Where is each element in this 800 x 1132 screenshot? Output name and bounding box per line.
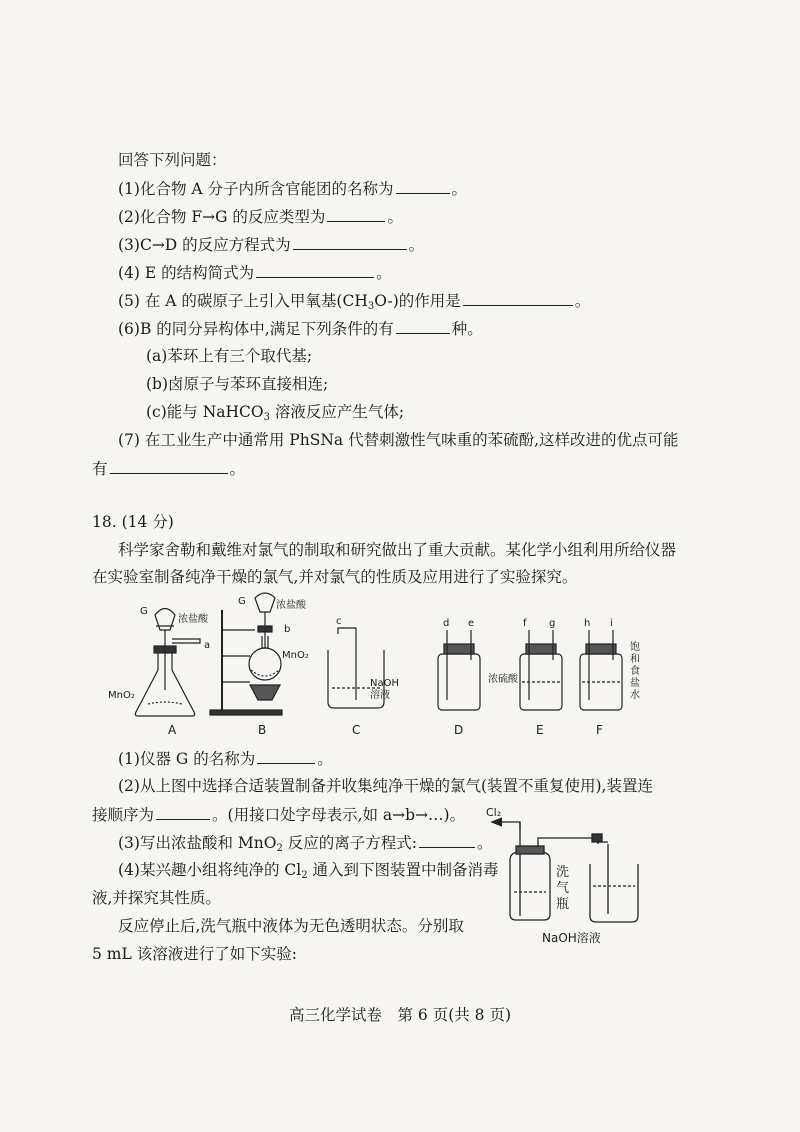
answer-blank[interactable] [110, 458, 228, 474]
q18-sub1-text: (1)仪器 G 的名称为 [118, 750, 256, 768]
label-a-g: G [140, 606, 148, 617]
q17-sub6-text: (6)B 的同分异构体中,满足下列条件的有 [118, 320, 394, 338]
answer-blank[interactable] [256, 262, 374, 278]
q18-sub3-end: 。 [476, 834, 493, 852]
label-a-mno2: MnO₂ [108, 690, 135, 701]
apparatus-figure [100, 590, 660, 740]
answer-blank[interactable] [419, 832, 475, 848]
condition-c-text: (c)能与 NaHCO [146, 403, 264, 421]
q18-intro-line1: 科学家舍勒和戴维对氯气的制取和研究做出了重大贡献。某化学小组利用所给仪器 [118, 541, 677, 559]
label-c-c: c [336, 616, 342, 627]
q17-sub6-end: 种。 [451, 320, 483, 338]
q17-sub7-text: 有 [92, 460, 108, 478]
beaker [590, 864, 638, 922]
q18-sub4-line4: 5 mL 该溶液进行了如下实验: [92, 945, 297, 963]
bottle-e [520, 654, 562, 710]
q18-sub4-line2: 液,并探究其性质。 [92, 889, 221, 907]
label-f-brine-5: 水 [630, 690, 640, 701]
q18-sub4-end: 通入到下图装置中制备消毒 [307, 861, 499, 879]
q17-sub3-text: (3)C→D 的反应方程式为 [118, 236, 291, 254]
outlet-tube-a [172, 639, 200, 643]
answer-blank[interactable] [293, 234, 407, 250]
wash-bottle-figure [480, 804, 660, 954]
label-bottle-3: 瓶 [556, 897, 570, 912]
q17-sub6 [118, 318, 483, 339]
q18-sub2-line2 [92, 804, 465, 825]
answer-blank[interactable] [396, 318, 450, 334]
outlet-tube [538, 838, 598, 846]
condition-c-end: 溶液反应产生气体; [269, 403, 405, 421]
label-b-acid: 浓盐酸 [276, 600, 306, 611]
label-b-b: b [284, 624, 291, 635]
answer-blank[interactable] [396, 178, 450, 194]
label-bottle-1: 洗 [556, 865, 570, 880]
answer-blank[interactable] [156, 804, 210, 820]
bottle-d [438, 654, 480, 710]
label-cl2: Cl₂ [486, 806, 502, 819]
label-f-i: i [610, 618, 613, 629]
q17-sub5-text: (5) 在 A 的碳原子上引入甲氧基(CH [118, 292, 368, 310]
label-f-brine-1: 饱 [630, 642, 640, 653]
caption-c: C [352, 723, 361, 737]
q18-sub2-line1: (2)从上图中选择合适装置制备并收集纯净干燥的氯气(装置不重复使用),装置连 [118, 777, 653, 795]
tube-c [338, 628, 356, 700]
q17-sub2-text: (2)化合物 F→G 的反应类型为 [118, 208, 326, 226]
q18-intro-line2: 在实验室制备纯净干燥的氯气,并对氯气的性质及应用进行了实验探究。 [92, 568, 578, 586]
label-bottle-2: 气 [556, 881, 570, 896]
q17-sub1-end: 。 [451, 180, 468, 198]
subscript: 2 [276, 843, 283, 854]
q18-sub1-end: 。 [317, 750, 333, 768]
q17-sub2-end: 。 [387, 208, 403, 226]
q18-sub3-text: (3)写出浓盐酸和 MnO [118, 834, 277, 852]
label-f-brine-3: 食 [630, 666, 640, 677]
label-e-f: f [523, 618, 527, 629]
q17-sub7-line2 [92, 458, 245, 479]
q17-intro: 回答下列问题： [118, 151, 227, 169]
separatory-funnel-a [155, 609, 175, 631]
wash-bottle [510, 852, 550, 920]
q17-sub2 [118, 206, 403, 227]
q18-sub3-mid: 反应的离子方程式: [282, 834, 417, 852]
q18-header: 18. (14 分) [92, 513, 174, 531]
separatory-funnel-b [255, 593, 275, 612]
q17-sub1 [118, 178, 467, 199]
label-e-g: g [549, 618, 556, 629]
caption-a: A [168, 723, 177, 737]
label-a-a: a [204, 640, 211, 651]
q17-sub4 [118, 262, 392, 283]
caption-e: E [536, 723, 544, 737]
condition-a: (a)苯环上有三个取代基; [146, 347, 313, 365]
subscript: 2 [301, 870, 308, 881]
caption-b: B [258, 723, 267, 737]
answer-blank[interactable] [463, 290, 573, 306]
bottle-f [580, 654, 622, 710]
condition-c [146, 402, 404, 428]
stand-base-b [210, 710, 282, 715]
q17-sub7-end: 。 [229, 460, 246, 478]
q18-sub4-text: (4)某兴趣小组将纯净的 Cl [118, 861, 302, 879]
page-footer: 高三化学试卷 第 6 页(共 8 页) [288, 1006, 512, 1024]
round-flask-b [249, 648, 281, 680]
q17-sub5-mid: O-)的作用是 [374, 292, 461, 310]
answer-blank[interactable] [327, 206, 385, 222]
label-f-brine-2: 和 [630, 654, 640, 665]
label-c-naoh: NaOH [370, 678, 399, 689]
q17-sub4-text: (4) E 的结构简式为 [118, 264, 255, 282]
burner-b [250, 685, 280, 700]
subscript: 3 [367, 301, 375, 312]
label-a-acid: 浓盐酸 [178, 614, 208, 625]
q17-sub3 [118, 234, 424, 255]
q17-sub1-text: (1)化合物 A 分子内所含官能团的名称为 [118, 180, 394, 198]
q18-sub2-end: 。(用接口处字母表示,如 a→b→…)。 [212, 806, 466, 824]
label-b-mno2: MnO₂ [282, 650, 309, 661]
q18-sub2-text: 接顺序为 [92, 806, 155, 824]
q17-sub3-end: 。 [408, 236, 425, 254]
label-naoh-solution: NaOH溶液 [542, 931, 601, 945]
answer-blank[interactable] [257, 748, 315, 764]
cl2-inlet-arrow [500, 822, 520, 844]
q17-sub5-end: 。 [574, 292, 591, 310]
label-d-d: d [443, 618, 450, 629]
q17-sub7-line1: (7) 在工业生产中通常用 PhSNa 代替刺激性气味重的苯硫酚,这样改进的优点可能 [118, 431, 679, 449]
label-e-acid: 浓硫酸 [488, 674, 518, 685]
label-f-brine-4: 盐 [630, 678, 640, 689]
q18-sub3 [118, 832, 493, 859]
q18-sub4-line3: 反应停止后,洗气瓶中液体为无色透明状态。分别取 [118, 917, 464, 935]
caption-f: F [596, 723, 603, 737]
q18-sub1 [118, 748, 333, 769]
caption-d: D [454, 723, 464, 737]
label-b-g: G [238, 596, 246, 607]
subscript: 3 [263, 412, 270, 423]
q17-sub4-end: 。 [376, 264, 392, 282]
label-c-solution: 溶液 [370, 690, 390, 701]
q18-sub4-line1 [118, 860, 499, 886]
q17-sub5 [118, 290, 590, 317]
condition-b: (b)卤原子与苯环直接相连; [146, 375, 329, 393]
label-d-e: e [468, 618, 475, 629]
label-f-h: h [584, 618, 591, 629]
